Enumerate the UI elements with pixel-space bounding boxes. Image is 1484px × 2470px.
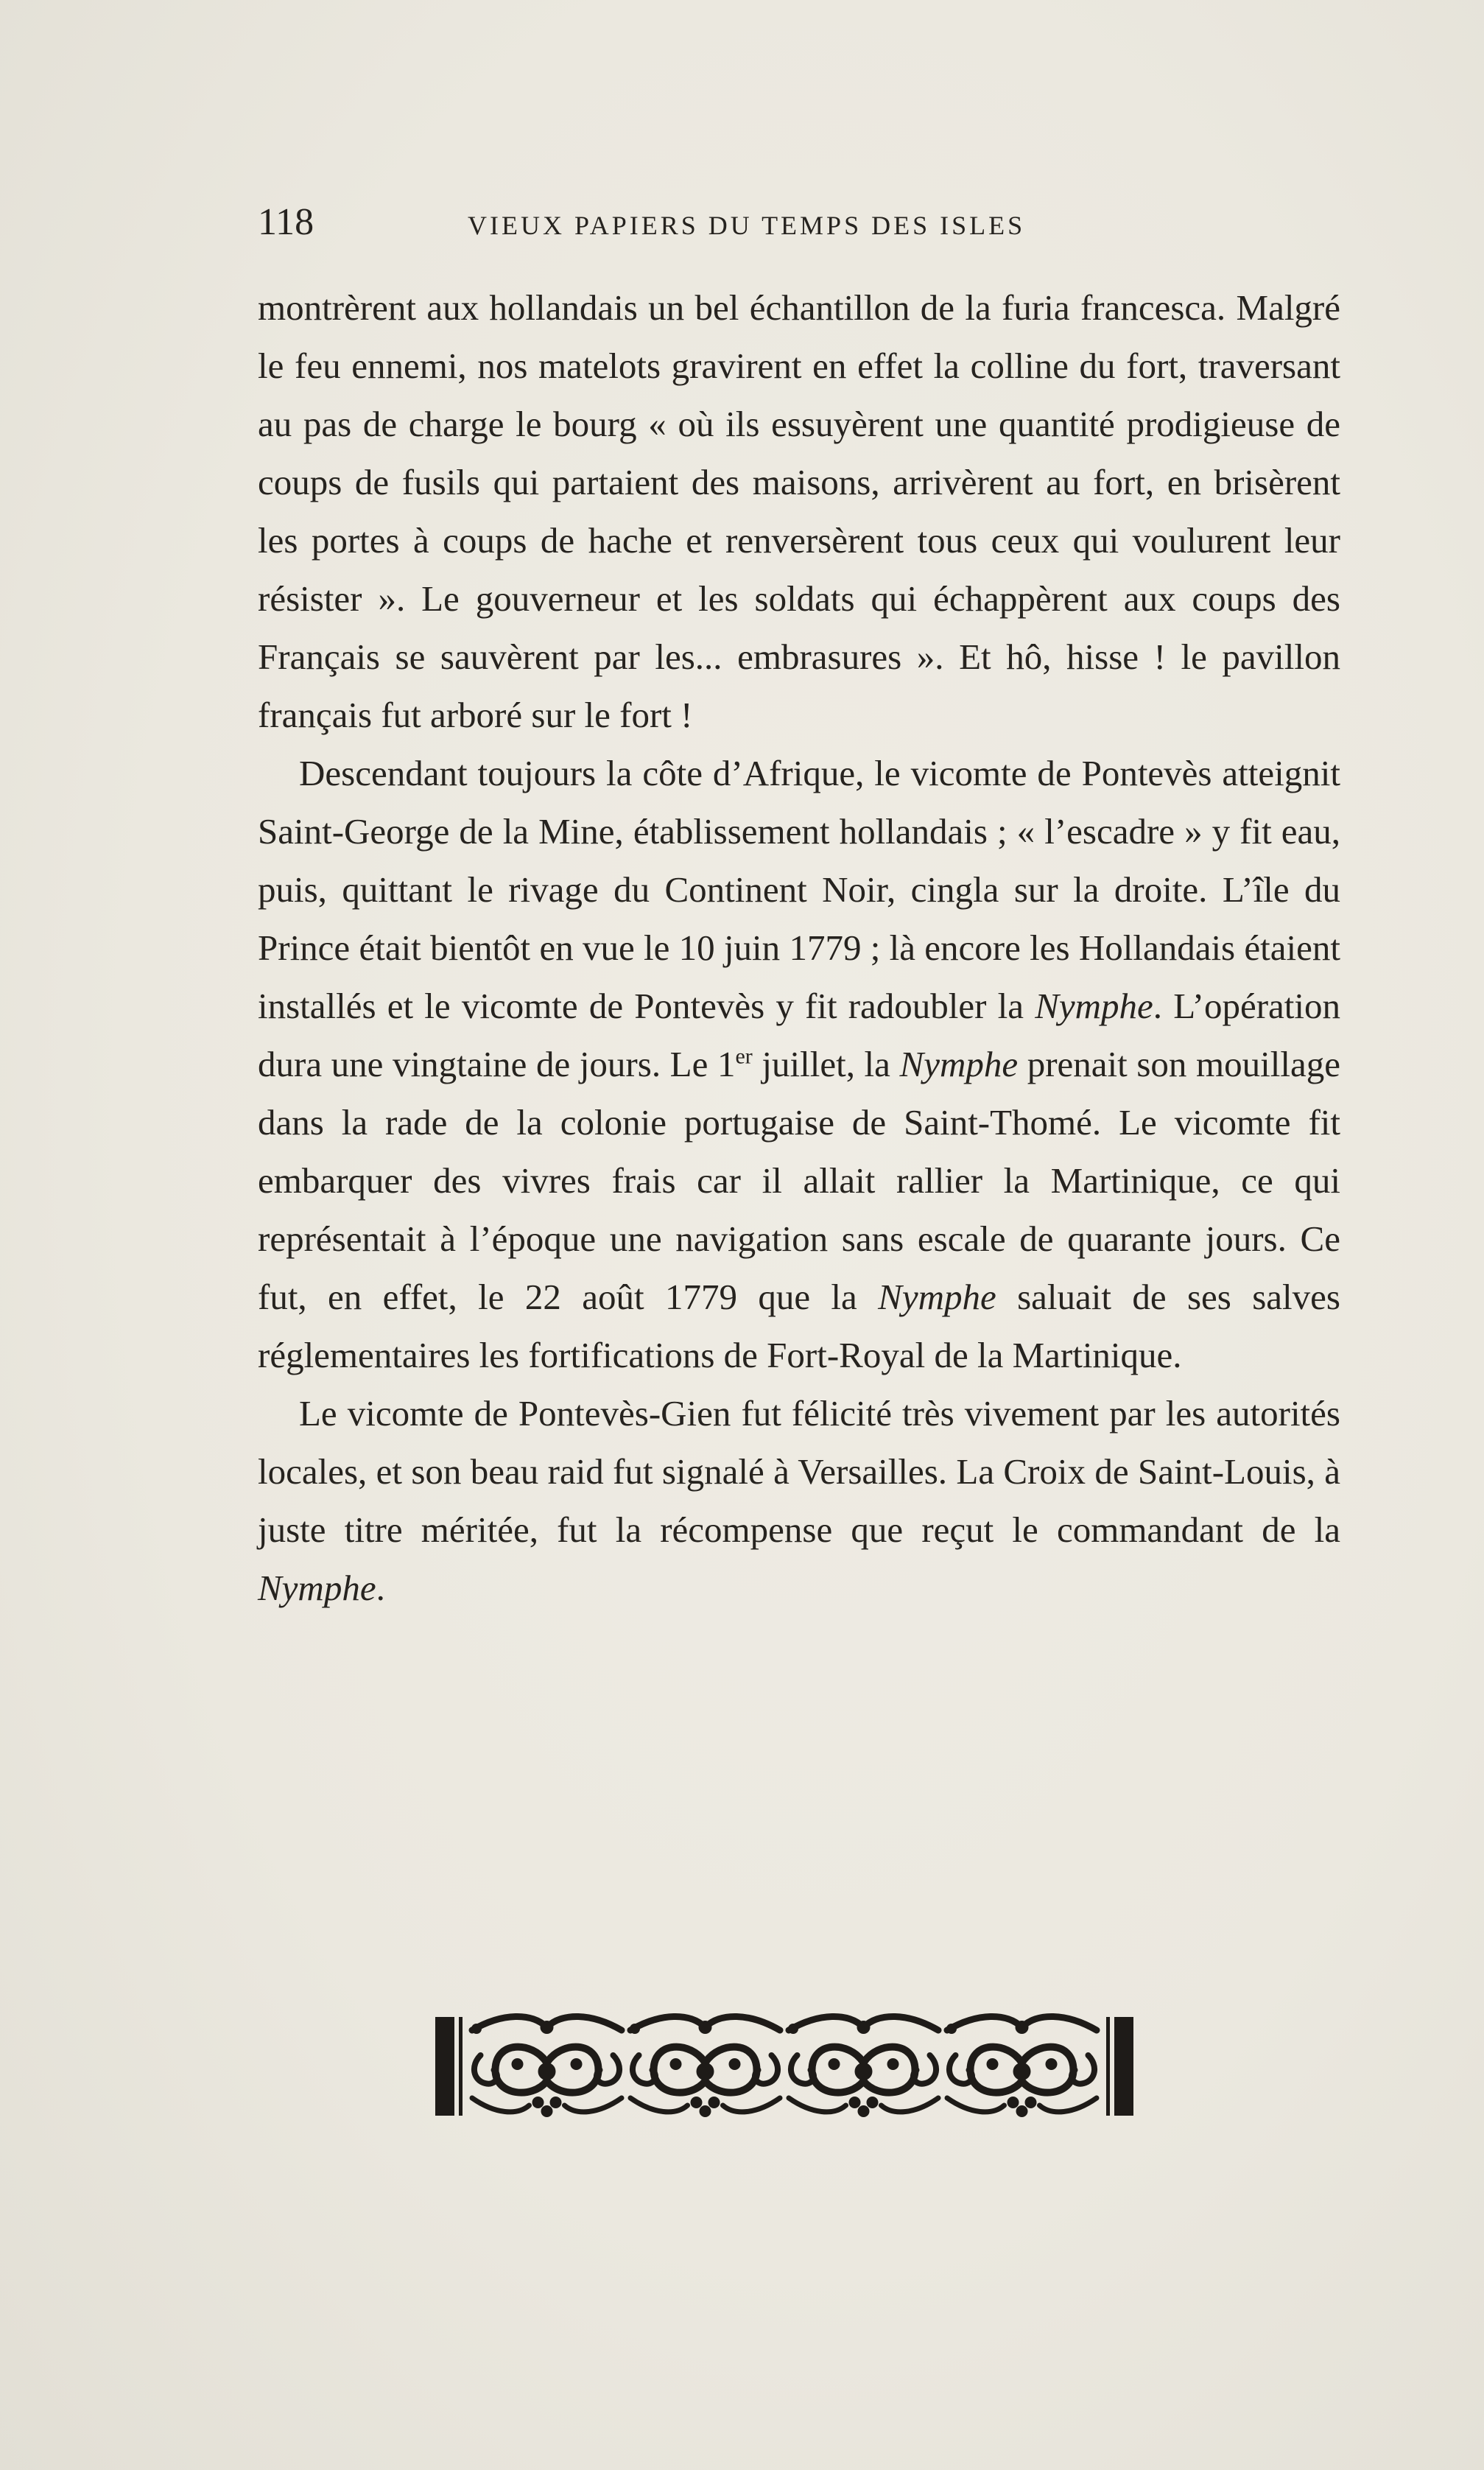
text-run: . — [376, 1568, 385, 1608]
italic-ship-name: Nymphe — [878, 1277, 996, 1317]
italic-ship-name: Nymphe — [899, 1044, 1019, 1084]
text-run: juillet, la — [752, 1044, 900, 1084]
text-run: prenait son mouillage dans la rade de la colonie portugaise de Saint-Thomé. Le vicomte fit embarquer des vivres frais car il allait rallier la Martinique, ce qui représentait à l’époque une navigation sans escale de quarante jours. Ce fut, en effet, le 22 août 1779 que la — [258, 1044, 1340, 1317]
text-run: . L’opération dura une vingtaine de jours. Le 1 — [258, 986, 1340, 1084]
text-run: Descendant toujours la côte d’Afrique, le vicomte de Pontevès atteignit Saint-George de la Mine, établissement hollandais ; « l’escadre » y fit eau, puis, quittant le rivage du Continent Noir, cingla sur la droite. L’île du Prince était bientôt en vue le 10 juin 1779 ; là encore les Hollandais étaient installés et le vicomte de Pontevès y fit radoubler la — [258, 753, 1340, 1026]
fleuron-border-icon — [431, 2011, 1138, 2122]
italic-ship-name: Nymphe — [1035, 986, 1153, 1026]
paragraph — [258, 278, 1340, 744]
page-header — [258, 200, 1340, 245]
text-run: montrèrent aux hollandais un bel échantillon de la furia francesca. Malgré le feu ennemi, nos matelots gravirent en effet la colline du fort, traversant au pas de charge le bourg « où ils essuyèrent une quantité prodigieuse de coups de fusils qui partaient des maisons, arrivèrent au fort, en brisèrent les portes à coups de hache et renversèrent tous ceux qui voulurent leur résister ». Le gouverneur et les soldats qui échappèrent aux coups des Français se sauvèrent par les... embrasures ». Et hô, hisse ! le pavillon français fut arboré sur le fort ! — [258, 287, 1340, 735]
italic-ship-name: Nymphe — [258, 1568, 376, 1608]
running-head: VIEUX PAPIERS DU TEMPS DES ISLES — [468, 211, 1026, 240]
page-number: 118 — [258, 201, 314, 243]
text-run: Le vicomte de Pontevès-Gien fut félicité très vivement par les autorités locales, et son beau raid fut signalé à Versailles. La Croix de Saint-Louis, à juste titre méritée, fut la récompense que reçut le commandant de la — [258, 1393, 1340, 1550]
superscript: er — [735, 1044, 753, 1069]
paragraph — [258, 744, 1340, 1384]
text-run: saluait de ses salves réglementaires les fortifications de Fort-Royal de la Martinique. — [258, 1277, 1340, 1375]
paragraph — [258, 1384, 1340, 1617]
body-text — [258, 278, 1340, 1617]
